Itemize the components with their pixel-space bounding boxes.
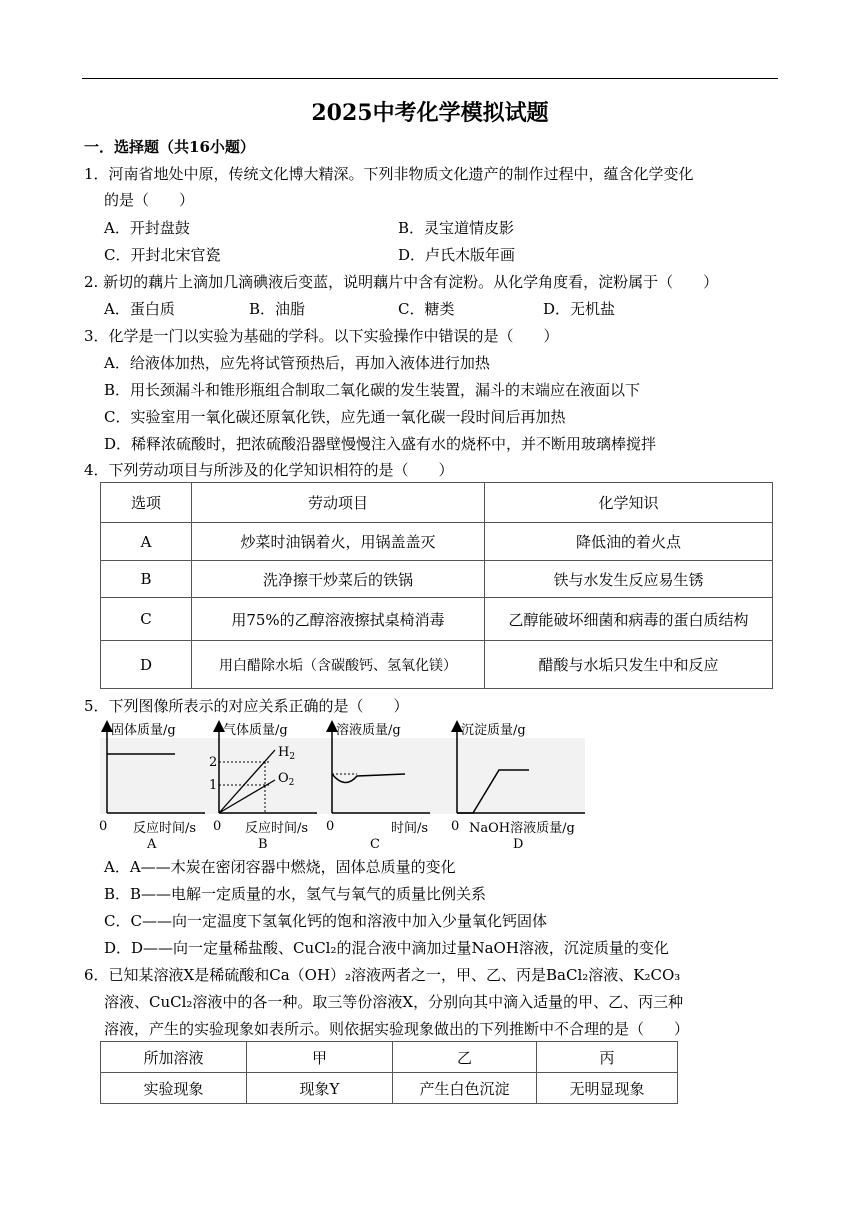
q6-header-cell: 乙 bbox=[393, 1042, 537, 1073]
graph-d-letter: D bbox=[513, 837, 524, 852]
table-row bbox=[101, 598, 773, 641]
q1-option-c: C．开封北宋官瓷 bbox=[104, 246, 221, 264]
q4-cell: 醋酸与水垢只发生中和反应 bbox=[485, 641, 773, 689]
graph-b-o2-label: $O_2$ bbox=[278, 771, 295, 788]
q6-stem-cont-1: 溶液、CuCl₂溶液中的各一种。取三等份溶液X，分别向其中滴入适量的甲、乙、丙三种 bbox=[104, 993, 684, 1011]
graph-c-ylabel: 溶液质量/g bbox=[336, 723, 401, 738]
q6-header-cell: 甲 bbox=[247, 1042, 393, 1073]
graph-c-origin: 0 bbox=[326, 819, 335, 834]
table-row bbox=[101, 1042, 678, 1073]
graph-b-ylabel: 气体质量/g bbox=[223, 723, 288, 738]
q5-option-c: C．C——向一定温度下氢氧化钙的饱和溶液中加入少量氧化钙固体 bbox=[104, 912, 547, 930]
q4-cell: 洗净擦干炒菜后的铁锅 bbox=[192, 561, 485, 598]
q3-option-c: C．实验室用一氧化碳还原氧化铁，应先通一氧化碳一段时间后再加热 bbox=[104, 408, 566, 426]
graph-a-origin: 0 bbox=[99, 819, 108, 834]
q5-option-a: A．A——木炭在密闭容器中燃烧，固体总质量的变化 bbox=[104, 858, 456, 876]
q4-cell: B bbox=[101, 561, 192, 598]
table-row bbox=[101, 1073, 678, 1104]
q1-stem-cont: 的是（ ） bbox=[104, 191, 195, 209]
q6-cell: 产生白色沉淀 bbox=[393, 1073, 537, 1104]
q4-cell: C bbox=[101, 598, 192, 641]
q4-cell: 乙醇能破坏细菌和病毒的蛋白质结构 bbox=[485, 598, 773, 641]
q1-stem: 1．河南省地处中原，传统文化博大精深。下列非物质文化遗产的制作过程中，蕴含化学变化 bbox=[84, 165, 694, 183]
graph-b-tick-1: 1 bbox=[209, 778, 218, 793]
q3-option-d: D．稀释浓硫酸时，把浓硫酸沿器壁慢慢注入盛有水的烧杯中，并不断用玻璃棒搅拌 bbox=[104, 435, 657, 453]
section-heading: 一．选择题（共16小题） bbox=[84, 138, 255, 156]
q6-header-cell: 所加溶液 bbox=[101, 1042, 247, 1073]
q4-stem: 4．下列劳动项目与所涉及的化学知识相符的是（ ） bbox=[84, 461, 454, 479]
q2-option-b: B．油脂 bbox=[249, 300, 306, 318]
graph-c-letter: C bbox=[370, 837, 380, 852]
q1-option-a: A．开封盘鼓 bbox=[104, 219, 190, 237]
q2-option-c: C．糖类 bbox=[398, 300, 455, 318]
q4-header-task: 劳动项目 bbox=[192, 483, 485, 523]
graph-b-xlabel: 反应时间/s bbox=[245, 821, 309, 836]
graph-a-xlabel: 反应时间/s bbox=[133, 821, 197, 836]
q4-cell: 铁与水发生反应易生锈 bbox=[485, 561, 773, 598]
q3-stem: 3．化学是一门以实验为基础的学科。以下实验操作中错误的是（ ） bbox=[84, 327, 559, 345]
graph-b-letter: B bbox=[258, 837, 268, 852]
graph-d-origin: 0 bbox=[451, 819, 460, 834]
graph-d-xlabel: NaOH溶液质量/g bbox=[469, 821, 575, 836]
page-title: 2025中考化学模拟试题 bbox=[311, 100, 549, 126]
q5-option-d: D．D——向一定量稀盐酸、CuCl₂的混合液中滴加过量NaOH溶液，沉淀质量的变化 bbox=[104, 939, 669, 957]
q6-stem-cont-2: 溶液，产生的实验现象如表所示。则依据实验现象做出的下列推断中不合理的是（ ） bbox=[104, 1020, 690, 1038]
graph-a-ylabel: 固体质量/g bbox=[111, 723, 176, 738]
q4-table bbox=[100, 482, 773, 689]
q4-cell: D bbox=[101, 641, 192, 689]
q6-cell: 现象Y bbox=[247, 1073, 393, 1104]
q5-graphs bbox=[95, 720, 595, 852]
q6-cell: 实验现象 bbox=[101, 1073, 247, 1104]
q6-table bbox=[100, 1041, 678, 1104]
graph-b-tick-2: 2 bbox=[209, 755, 218, 770]
q3-option-b: B．用长颈漏斗和锥形瓶组合制取二氧化碳的发生装置，漏斗的末端应在液面以下 bbox=[104, 381, 641, 399]
q3-option-a: A．给液体加热，应先将试管预热后，再加入液体进行加热 bbox=[104, 354, 490, 372]
q4-header-knowledge: 化学知识 bbox=[485, 483, 773, 523]
q1-option-b: B．灵宝道情皮影 bbox=[398, 219, 515, 237]
table-row bbox=[101, 561, 773, 598]
table-row bbox=[101, 523, 773, 561]
q6-cell: 无明显现象 bbox=[537, 1073, 678, 1104]
graph-b-h2-label: $H_2$ bbox=[278, 745, 296, 762]
graph-d-ylabel: 沉淀质量/g bbox=[461, 723, 526, 738]
q4-cell: 降低油的着火点 bbox=[485, 523, 773, 561]
q2-option-a: A．蛋白质 bbox=[104, 300, 175, 318]
graph-a-letter: A bbox=[147, 837, 157, 852]
q4-cell: 炒菜时油锅着火，用锅盖盖灭 bbox=[192, 523, 485, 561]
q4-cell: 用白醋除水垢（含碳酸钙、氢氧化镁） bbox=[192, 641, 485, 689]
graph-background bbox=[100, 738, 585, 814]
q6-stem: 6．已知某溶液X是稀硫酸和Ca（OH）₂溶液两者之一，甲、乙、丙是BaCl₂溶液、K₂CO₃ bbox=[84, 966, 681, 984]
q4-header-option: 选项 bbox=[101, 483, 192, 523]
graph-b-origin: 0 bbox=[213, 819, 222, 834]
q5-option-b: B．B——电解一定质量的水，氢气与氧气的质量比例关系 bbox=[104, 885, 487, 903]
q4-cell: 用75%的乙醇溶液擦拭桌椅消毒 bbox=[192, 598, 485, 641]
q2-stem: 2. 新切的藕片上滴加几滴碘液后变蓝，说明藕片中含有淀粉。从化学角度看，淀粉属于（ ） bbox=[84, 273, 719, 291]
q2-option-d: D．无机盐 bbox=[543, 300, 616, 318]
header-rule bbox=[82, 78, 778, 79]
q6-header-cell: 丙 bbox=[537, 1042, 678, 1073]
q4-cell: A bbox=[101, 523, 192, 561]
q1-option-d: D．卢氏木版年画 bbox=[398, 246, 516, 264]
q5-stem: 5．下列图像所表示的对应关系正确的是（ ） bbox=[84, 697, 409, 715]
graph-c-xlabel: 时间/s bbox=[391, 821, 429, 836]
table-row bbox=[101, 641, 773, 689]
